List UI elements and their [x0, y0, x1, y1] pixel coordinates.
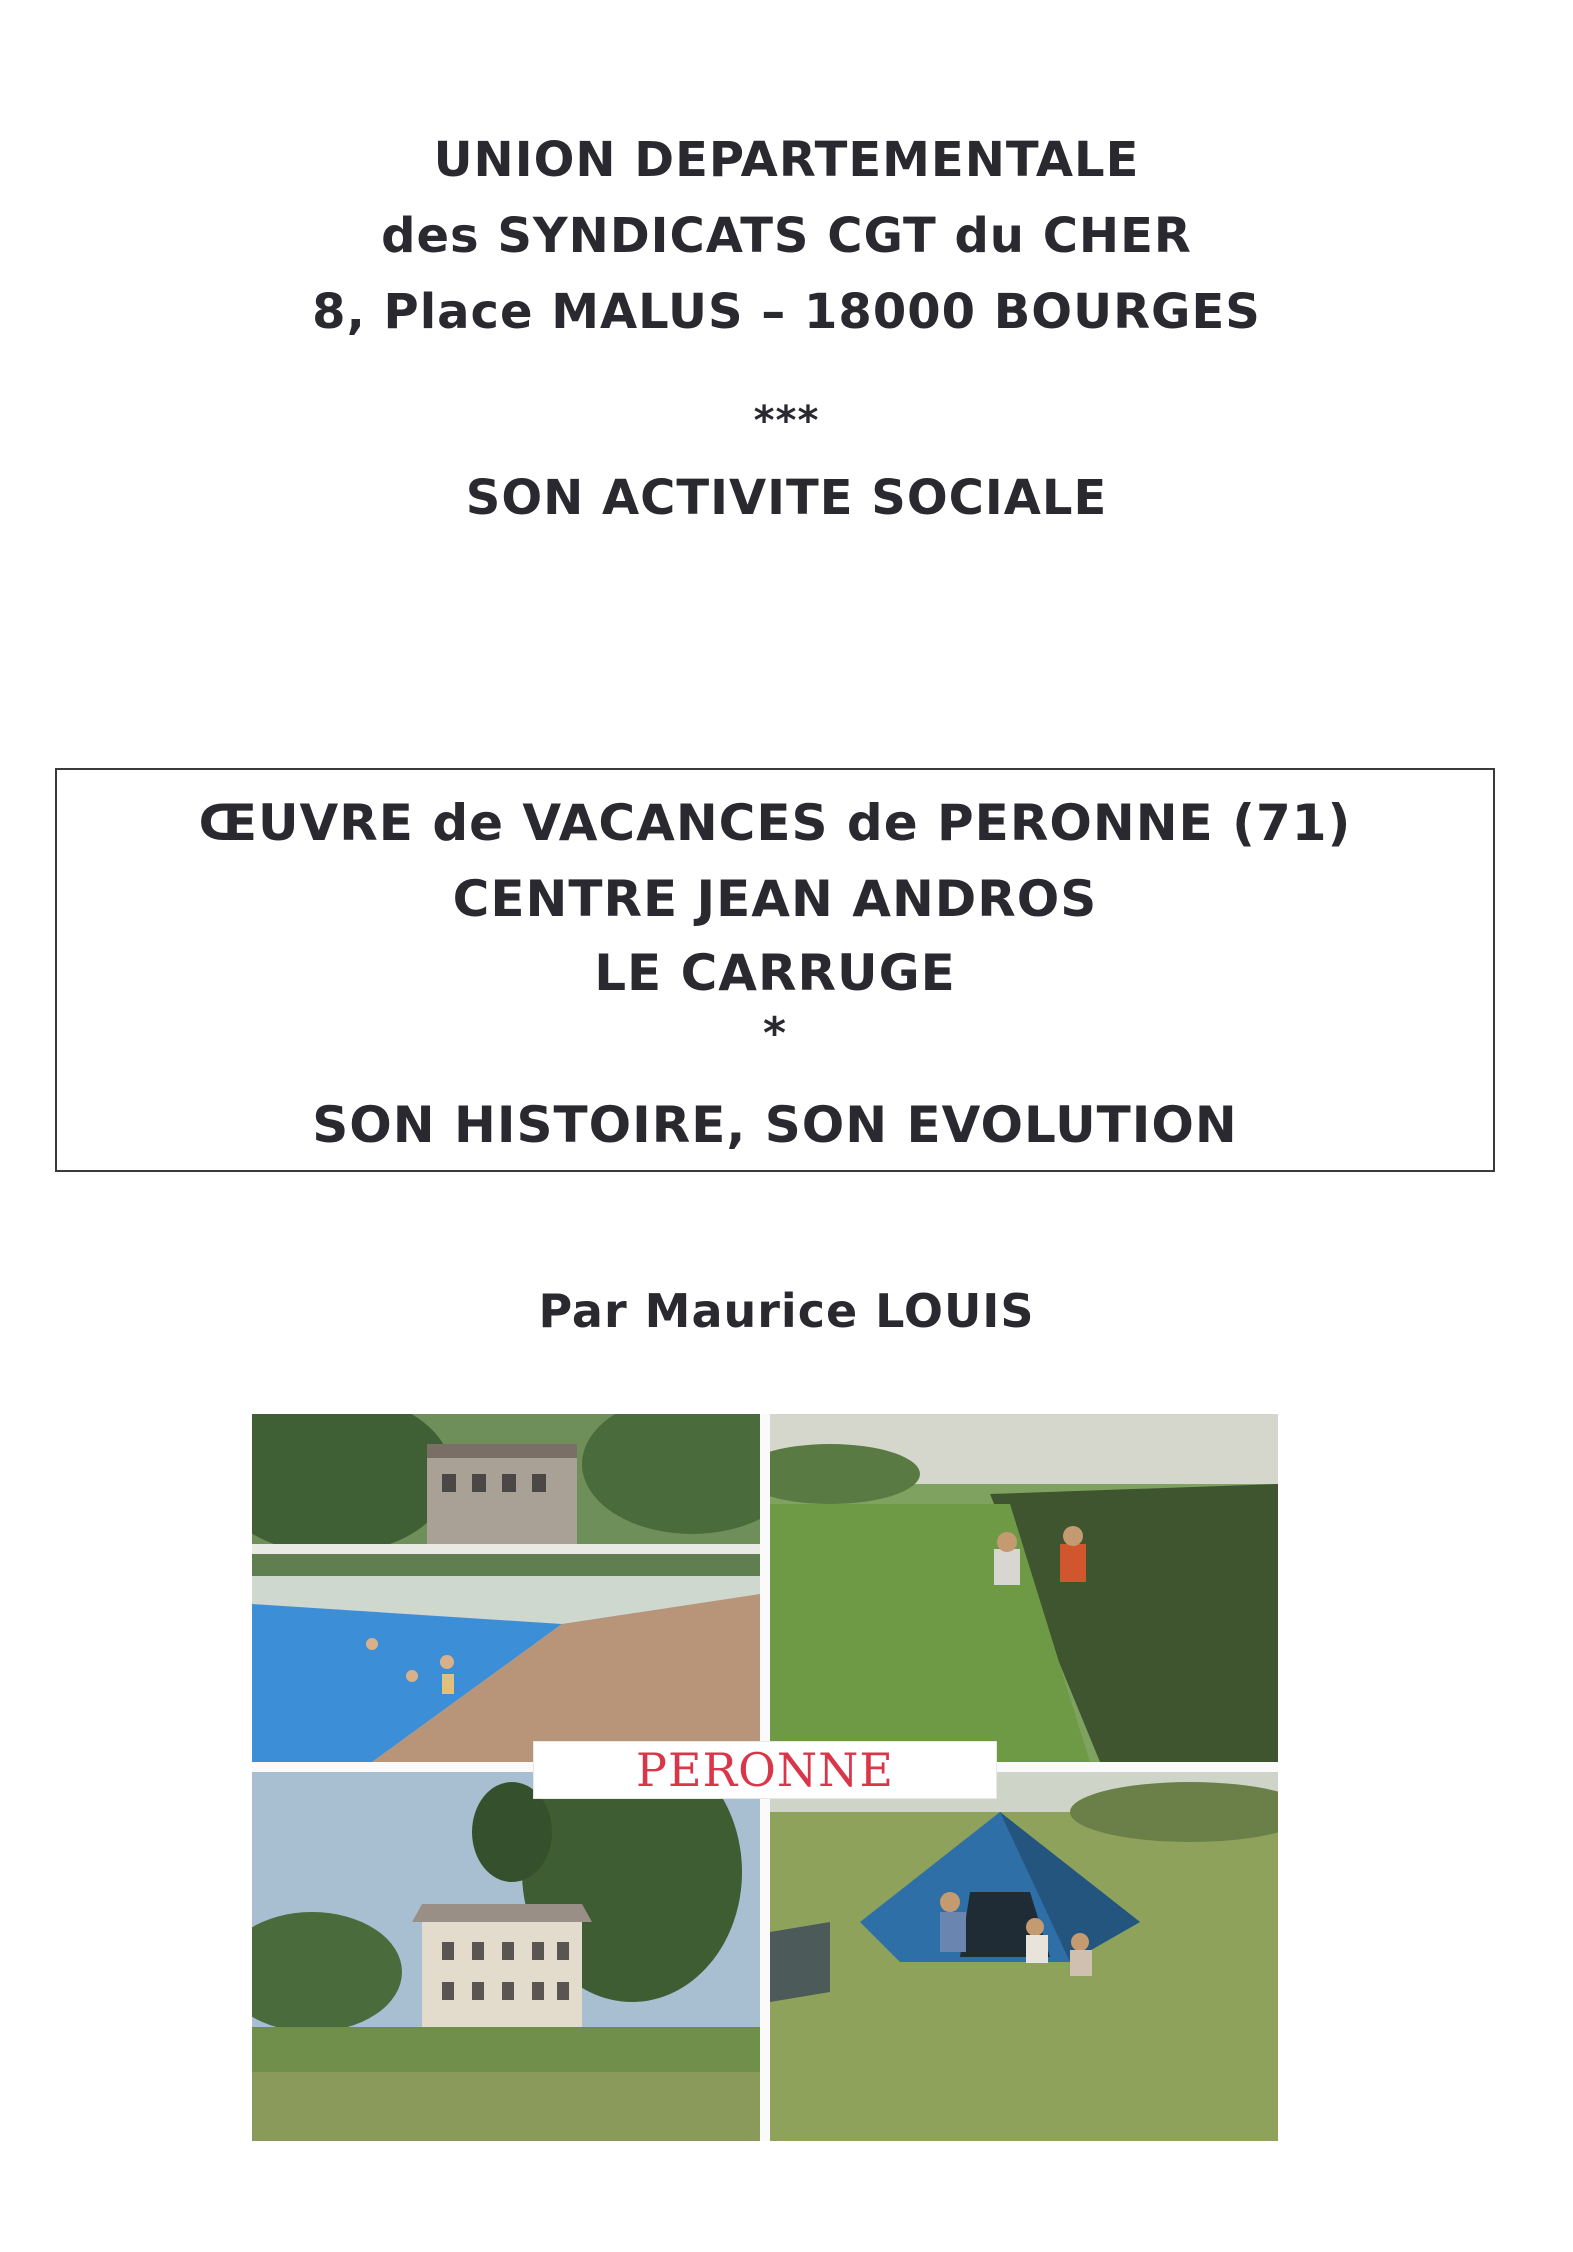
header-line-1: UNION DEPARTEMENTALE	[433, 132, 1140, 188]
title-separator: *	[762, 1008, 787, 1059]
postcard-image	[252, 1414, 1278, 2141]
postcard-banner-text: PERONNE	[636, 1743, 894, 1797]
header-line-2: des SYNDICATS CGT du CHER	[381, 208, 1192, 264]
photo-swimming-pool	[252, 1414, 760, 1762]
title-line-3: LE CARRUGE	[594, 944, 956, 1002]
postcard-banner	[534, 1742, 996, 1798]
title-line-2: CENTRE JEAN ANDROS	[452, 870, 1098, 928]
title-line-1: ŒUVRE de VACANCES de PERONNE (71)	[198, 794, 1352, 852]
photo-children-in-field	[770, 1414, 1278, 1762]
author: Par Maurice LOUIS	[538, 1284, 1035, 1338]
header-subtitle: SON ACTIVITE SOCIALE	[465, 470, 1108, 526]
header-separator: ***	[753, 398, 820, 444]
photo-tent-camping	[770, 1772, 1278, 2141]
header-line-3: 8, Place MALUS – 18000 BOURGES	[312, 284, 1261, 340]
title-box	[55, 768, 1495, 1172]
title-line-4: SON HISTOIRE, SON EVOLUTION	[312, 1096, 1238, 1154]
photo-manor-house	[252, 1772, 760, 2141]
